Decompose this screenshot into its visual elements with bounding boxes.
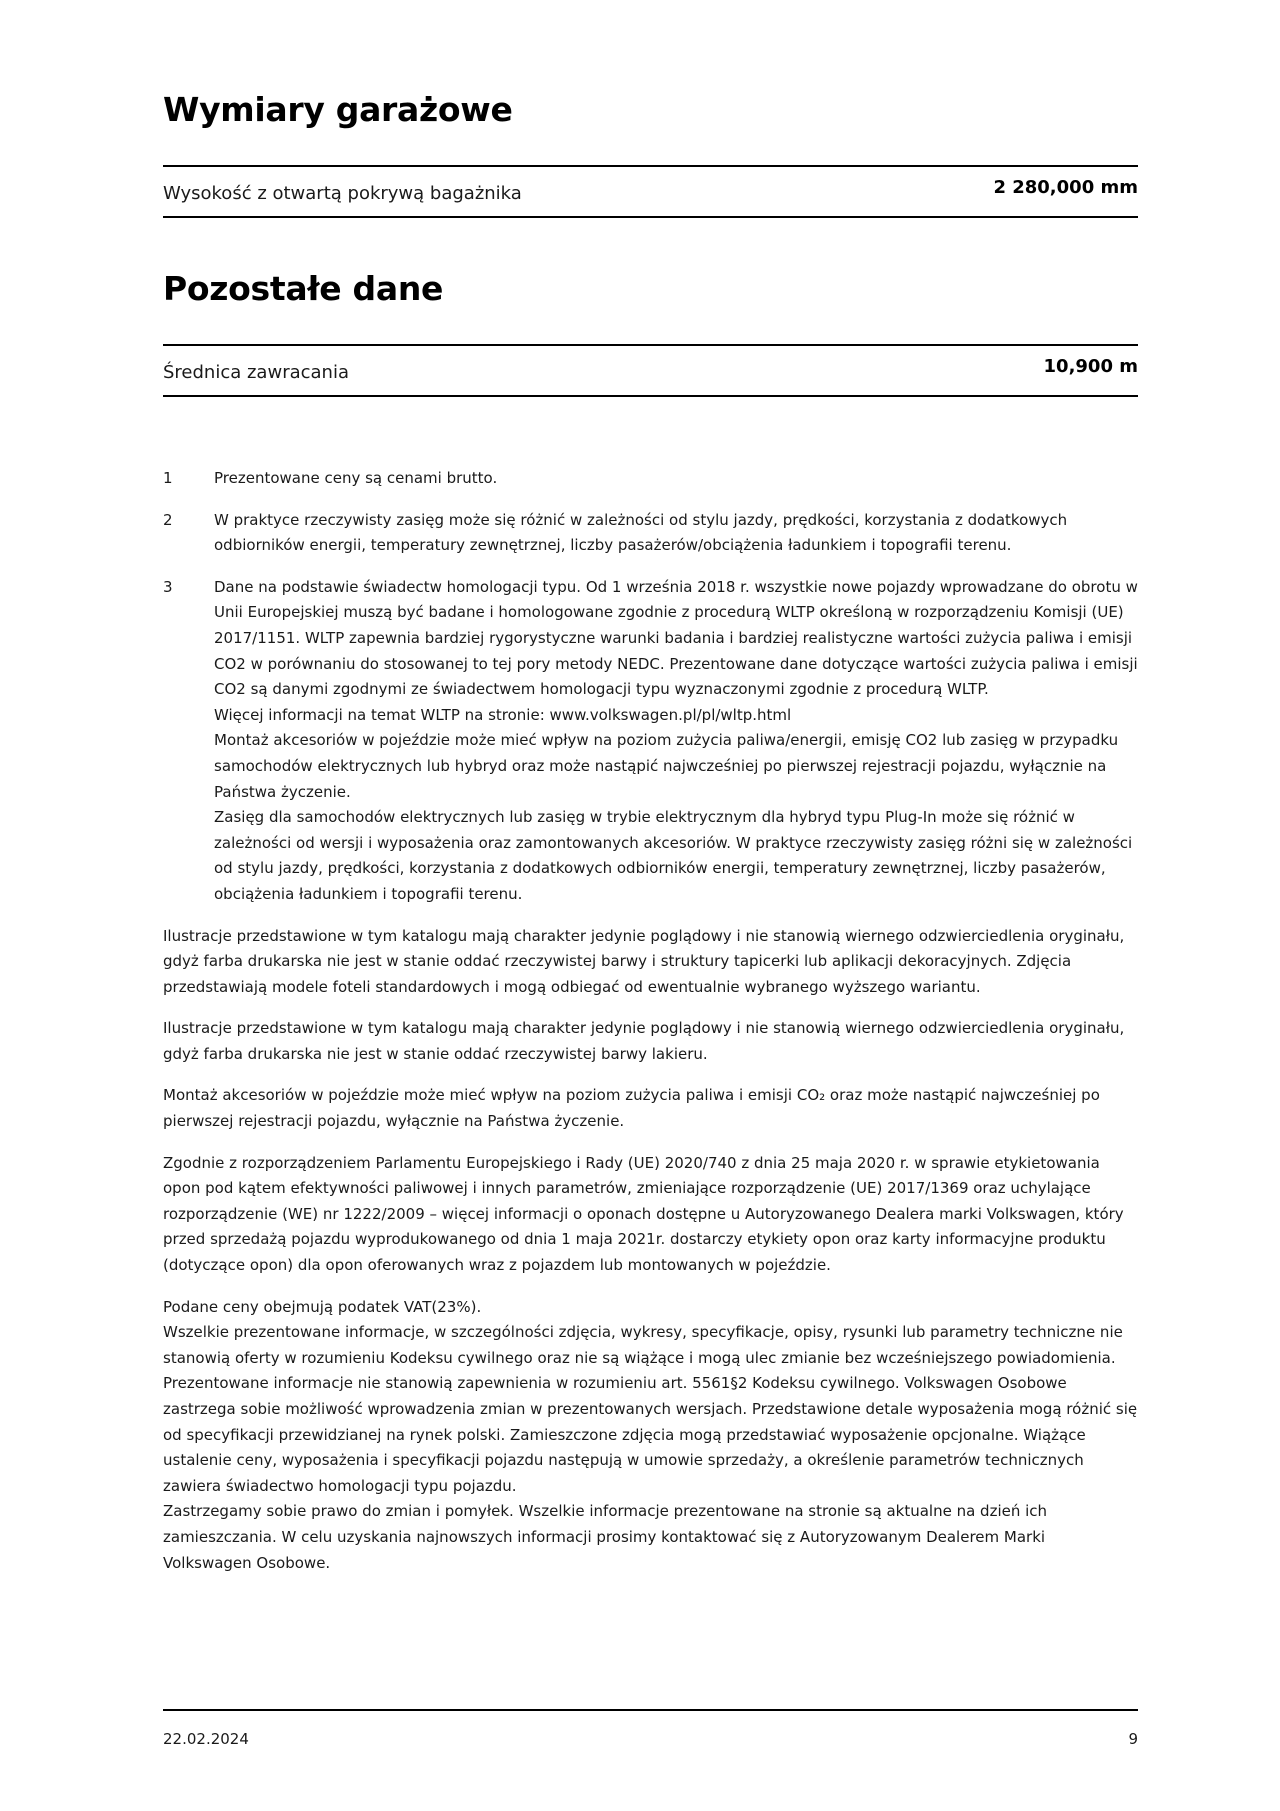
footnote-line: Montaż akcesoriów w pojeździe może mieć wpływ na poziom zużycia paliwa/energii, emisję CO2 lub zasięg w przypadku samochodów elektrycznych lub hybryd oraz może nastąpić najwcześniej po pierwszej rejestracji pojazdu, wyłącznie na Państwa życzenie. (214, 731, 1119, 801)
footnote-line: W praktyce rzeczywisty zasięg może się różnić w zależności od stylu jazdy, prędkości, korzystania z dodatkowych odbiorników energii, temperatury zewnętrznej, liczby pasażerów/obciążenia ładunkiem i topografii terenu. (214, 510, 1068, 555)
footer-date: 22.02.2024 (163, 1730, 249, 1748)
disclaimer-paragraph (163, 924, 1138, 1001)
footer-divider (163, 1709, 1138, 1711)
footnotes-and-disclaimers (163, 466, 1138, 1592)
spec-label: Wysokość z otwartą pokrywą bagażnika (163, 183, 522, 204)
paragraph-line: Wszelkie prezentowane informacje, w szczególności zdjęcia, wykresy, specyfikacje, opisy, rysunki lub parametry techniczne nie stanowią oferty w rozumieniu Kodeksu cywilnego oraz nie są wiążące i mogą ulec zmianie bez wcześniejszego powiadomienia. Prezentowane informacje nie stanowią zapewnienia w rozumieniu art. 5561§2 Kodeksu cywilnego. Volkswagen Osobowe zastrzega sobie możliwość wprowadzenia zmian w prezentowanych wersjach. Przedstawione detale wyposażenia mogą różnić się od specyfikacji przewidzianej na rynek polski. Zamieszczone zdjęcia mogą przedstawiać wyposażenie opcjonalne. Wiążące ustalenie ceny, wyposażenia i specyfikacji pojazdu następują w umowie sprzedaży, a określenie parametrów technicznych zawiera świadectwo homologacji typu pojazdu. (163, 1323, 1138, 1495)
footnote-line: Prezentowane ceny są cenami brutto. (214, 469, 498, 487)
footnote-line: Więcej informacji na temat WLTP na stronie: www.volkswagen.pl/pl/wltp.html (214, 705, 792, 724)
spec-row-turning-diameter (163, 344, 1138, 397)
spec-value: 2 280,000 mm (993, 177, 1138, 198)
footnote-text (214, 508, 1138, 559)
paragraph-line: Podane ceny obejmują podatek VAT(23%). (163, 1297, 482, 1316)
section-title-garage-dimensions: Wymiary garażowe (163, 90, 513, 129)
footnote-item (163, 466, 1138, 492)
footnote-text (214, 575, 1138, 908)
footnote-line: Zasięg dla samochodów elektrycznych lub zasięg w trybie elektrycznym dla hybryd typu Plug-In może się różnić w zależności od wersji i wyposażenia oraz zamontowanych akcesoriów. W praktyce rzeczywisty zasięg różni się w zależności od stylu jazdy, prędkości, korzystania z dodatkowych odbiorników energii, temperatury zewnętrznej, liczby pasażerów, obciążenia ładunkiem i topografii terenu. (214, 808, 1133, 903)
paragraph-line: Zastrzegamy sobie prawo do zmian i pomyłek. Wszelkie informacje prezentowane na stronie są aktualne na dzień ich zamieszczania. W celu uzyskania najnowszych informacji prosimy kontaktować się z Autoryzowanym Dealerem Marki Volkswagen Osobowe. (163, 1502, 1048, 1572)
section-title-other-data: Pozostałe dane (163, 269, 444, 308)
disclaimer-paragraph (163, 1295, 1138, 1577)
paragraph-line: Zgodnie z rozporządzeniem Parlamentu Europejskiego i Rady (UE) 2020/740 z dnia 25 maja 2020 r. w sprawie etykietowania opon pod kątem efektywności paliwowej i innych parametrów, zmieniające rozporządzenie (UE) 2017/1369 oraz uchylające rozporządzenie (WE) nr 1222/2009 – więcej informacji o oponach dostępne u Autoryzowanego Dealera marki Volkswagen, który przed sprzedażą pojazdu wyprodukowanego od dnia 1 maja 2021r. dostarczy etykiety opon oraz karty informacyjne produktu (dotyczące opon) dla opon oferowanych wraz z pojazdem lub montowanych w pojeździe. (163, 1153, 1124, 1275)
footnote-item (163, 508, 1138, 559)
spec-value: 10,900 m (1043, 356, 1138, 377)
footnote-number: 1 (163, 469, 173, 487)
page-number: 9 (1128, 1730, 1138, 1748)
footnote-line: Dane na podstawie świadectw homologacji typu. Od 1 września 2018 r. wszystkie nowe pojazdy wprowadzane do obrotu w Unii Europejskiej muszą być badane i homologowane zgodnie z procedurą WLTP określoną w rozporządzeniu Komisji (UE) 2017/1151. WLTP zapewnia bardziej rygorystyczne warunki badania i bardziej realistyczne wartości zużycia paliwa i emisji CO2 w porównaniu do stosowanej to tej pory metody NEDC. Prezentowane dane dotyczące wartości zużycia paliwa i emisji CO2 są danymi zgodnymi ze świadectwem homologacji typu wyznaczonymi zgodnie z procedurą WLTP. (214, 577, 1138, 699)
footnote-number: 2 (163, 510, 173, 529)
spec-label: Średnica zawracania (163, 362, 349, 383)
disclaimer-paragraph (163, 1151, 1138, 1279)
paragraph-line: Ilustracje przedstawione w tym katalogu mają charakter jedynie poglądowy i nie stanowią wiernego odzwierciedlenia oryginału, gdyż farba drukarska nie jest w stanie oddać rzeczywistej barwy lakieru. (163, 1019, 1125, 1063)
footnote-item (163, 575, 1138, 908)
spec-row-trunk-open-height (163, 165, 1138, 218)
disclaimer-paragraph (163, 1083, 1138, 1134)
paragraph-line: Montaż akcesoriów w pojeździe może mieć wpływ na poziom zużycia paliwa i emisji CO₂ oraz może nastąpić najwcześniej po pierwszej rejestracji pojazdu, wyłącznie na Państwa życzenie. (163, 1086, 1100, 1131)
disclaimer-paragraph (163, 1016, 1138, 1067)
footnote-text (214, 466, 1138, 492)
paragraph-line: Ilustracje przedstawione w tym katalogu mają charakter jedynie poglądowy i nie stanowią wiernego odzwierciedlenia oryginału, gdyż farba drukarska nie jest w stanie oddać rzeczywistej barwy i struktury tapicerki lub aplikacji dekoracyjnych. Zdjęcia przedstawiają modele foteli standardowych i mogą odbiegać od ewentualnie wybranego wyższego wariantu. (163, 926, 1125, 996)
footnote-number: 3 (163, 577, 173, 596)
